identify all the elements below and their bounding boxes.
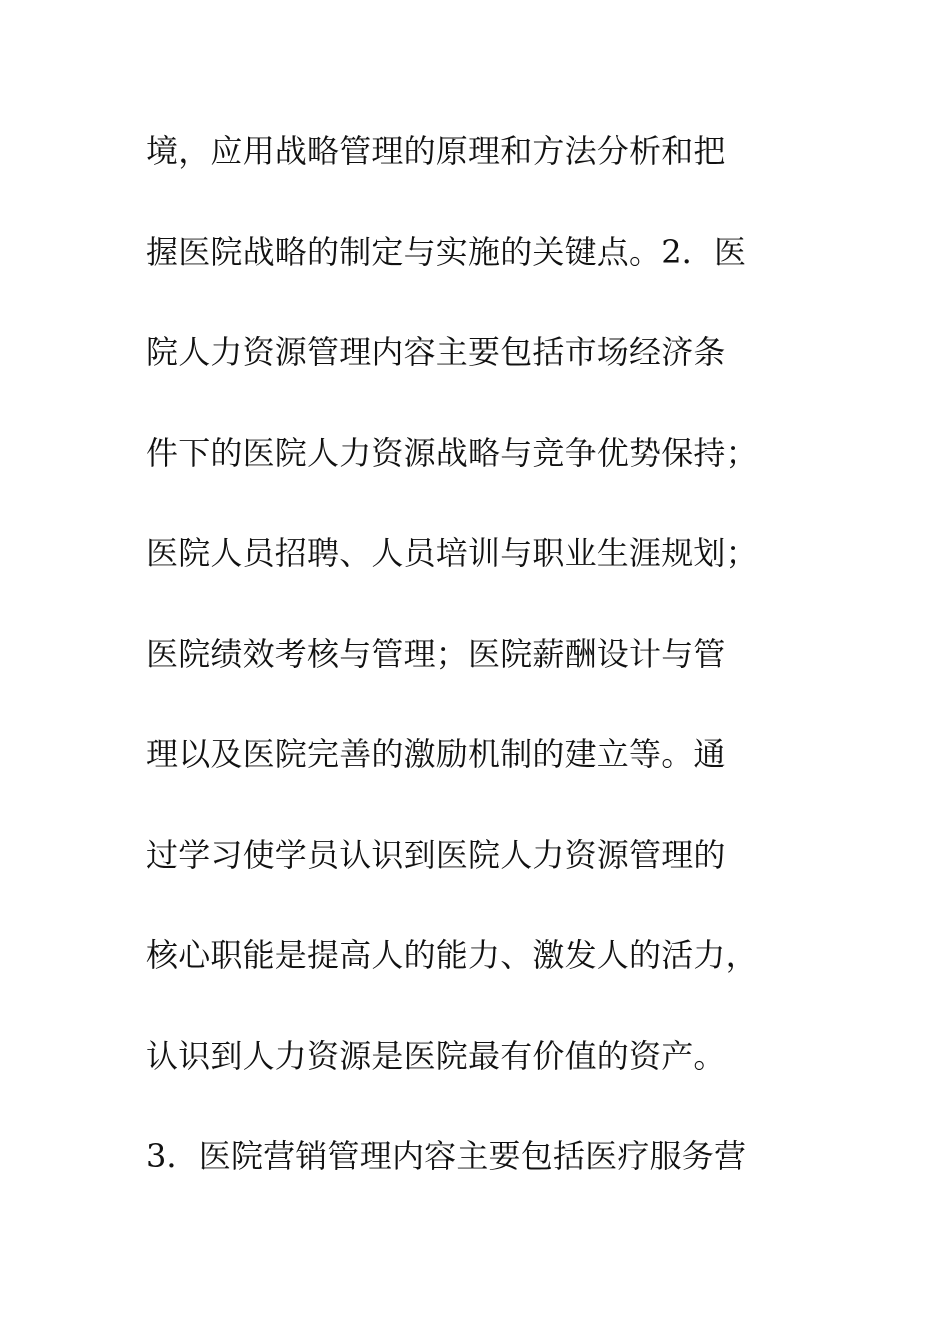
text-line: 核心职能是提高人的能力、激发人的活力，	[146, 936, 758, 974]
text-line: 院人力资源管理内容主要包括市场经济条	[146, 333, 726, 371]
text-line: 3．医院营销管理内容主要包括医疗服务营	[146, 1137, 747, 1175]
text-line: 医院人员招聘、人员培训与职业生涯规划；	[146, 534, 758, 572]
text-line: 握医院战略的制定与实施的关键点。2．医	[146, 232, 747, 271]
text-line: 件下的医院人力资源战略与竞争优势保持；	[146, 433, 758, 472]
text-line: 认识到人力资源是医院最有价值的资产。	[146, 1036, 726, 1075]
body-text	[146, 126, 836, 1232]
text-line: 医院绩效考核与管理；医院薪酬设计与管	[146, 634, 726, 673]
text-line: 理以及医院完善的激励机制的建立等。通	[146, 735, 726, 773]
text-line: 境，应用战略管理的原理和方法分析和把	[146, 132, 726, 170]
text-line: 过学习使学员认识到医院人力资源管理的	[146, 835, 726, 874]
